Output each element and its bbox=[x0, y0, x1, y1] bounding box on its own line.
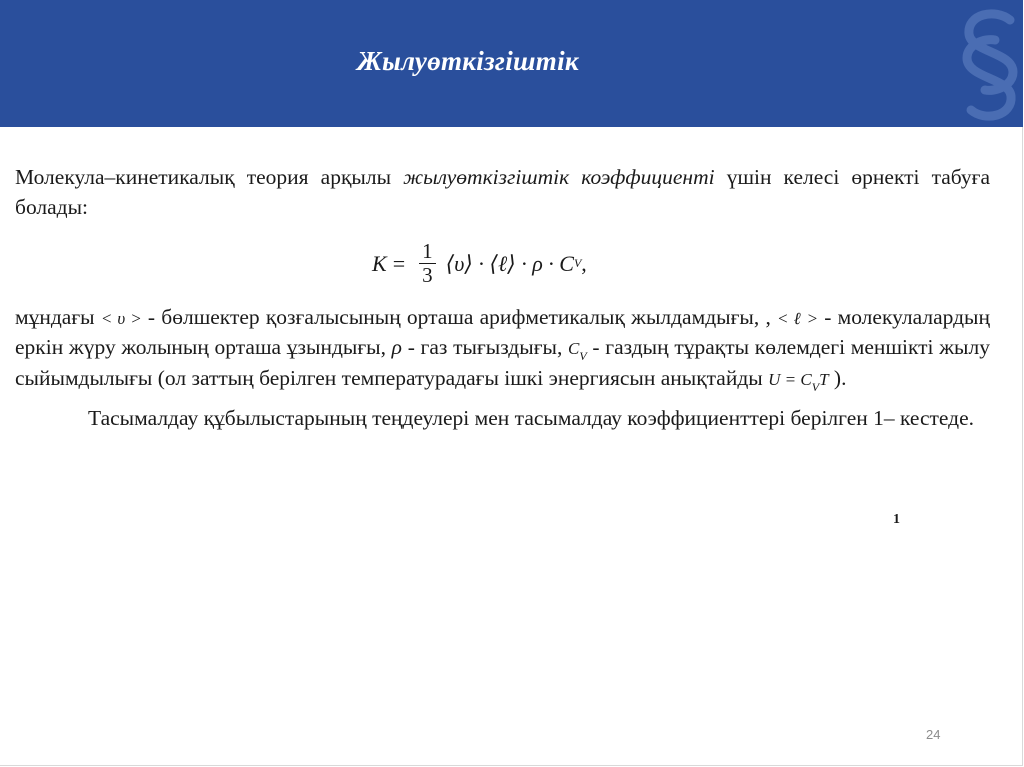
def-text-4: - газ тығыздығы, bbox=[402, 334, 569, 359]
formula-rhs-subscript: V bbox=[573, 256, 582, 271]
intro-text-end: үшін келесі өрнекті табуға болады: bbox=[15, 165, 990, 219]
def-text-6: ). bbox=[828, 366, 847, 391]
page-number: 24 bbox=[926, 727, 941, 742]
formula-rhs: ⟨υ⟩ · ⟨ℓ⟩ · ρ · C bbox=[445, 250, 574, 276]
paragraph-intro bbox=[15, 163, 990, 222]
formula-lhs: K bbox=[372, 250, 387, 276]
stray-mark: 1 bbox=[893, 512, 900, 527]
slide-header bbox=[0, 0, 1023, 127]
math-mean-free-path: < ℓ > bbox=[777, 309, 819, 328]
fraction-denominator: 3 bbox=[422, 263, 433, 288]
math-energy-subscript: V bbox=[811, 380, 820, 395]
math-density: ρ bbox=[391, 334, 402, 359]
formula-equals: = bbox=[392, 250, 406, 276]
def-text-1: мұндағы bbox=[15, 305, 101, 329]
math-mean-speed: < υ > bbox=[100, 309, 142, 328]
fraction-numerator: 1 bbox=[419, 240, 436, 264]
formula-thermal-conductivity bbox=[372, 240, 587, 287]
math-energy-b: T bbox=[819, 370, 829, 390]
math-heat-capacity-subscript: V bbox=[579, 348, 587, 363]
intro-text: Молекула–кинетикалық теория арқылы bbox=[15, 165, 404, 189]
paragraph-table-reference: Тасымалдау құбылыстарының теңдеулері мен тасымалдау коэффициенттері берілген 1– кестеде. bbox=[88, 405, 975, 430]
def-text-5: - газдың тұрақты көлемдегі меншікті жылу сыйымдылығы (ол заттың берілген температурадағы ішкі энергиясын анықтайды bbox=[15, 334, 990, 391]
def-text-3: - молекулалардың еркін жүру жолының орташа ұзындығы, bbox=[15, 305, 990, 359]
math-heat-capacity: C bbox=[568, 338, 580, 358]
slide-body bbox=[15, 163, 990, 222]
formula-fraction bbox=[419, 240, 436, 287]
intro-term: жылуөткізгіштік коэффициенті bbox=[403, 165, 715, 189]
math-energy-a: U = C bbox=[768, 370, 812, 390]
slide-title: Жылуөткізгіштік bbox=[357, 46, 579, 76]
paragraph-definitions bbox=[15, 303, 990, 396]
section-sign-logo-icon bbox=[955, 6, 1023, 124]
def-text-2: - бөлшектер қозғалысының орташа арифметикалық жылдамдығы, , bbox=[141, 305, 778, 329]
formula-trailing-comma: , bbox=[581, 250, 587, 276]
slide-body-definitions bbox=[15, 303, 990, 433]
